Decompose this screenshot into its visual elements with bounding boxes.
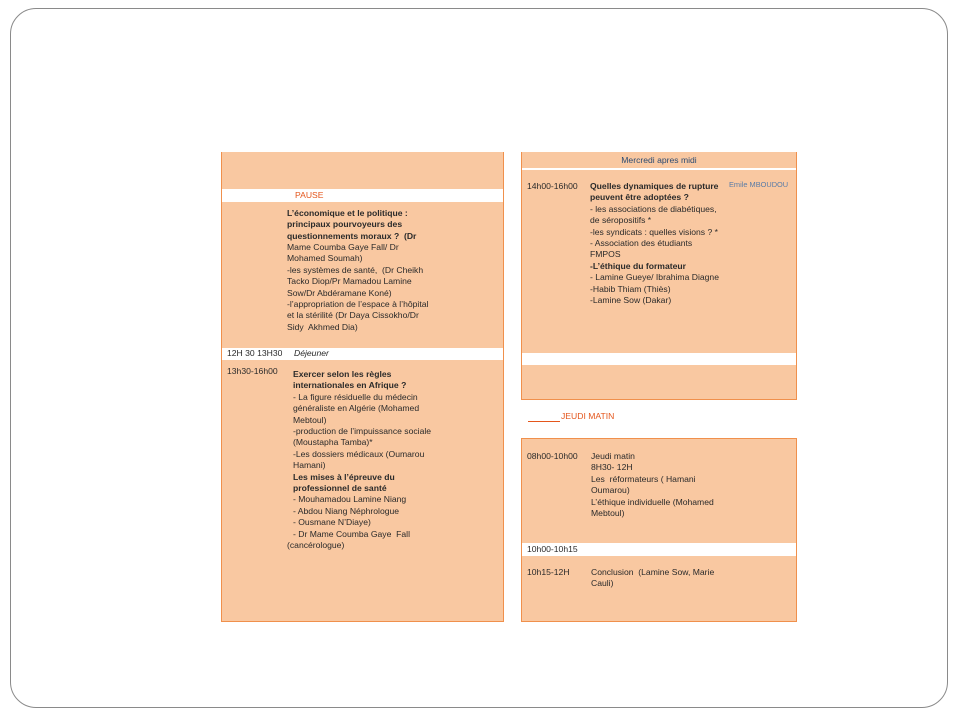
session2-line: Mebtoul) [293, 414, 327, 425]
session1-body-line: -les systèmes de santé, (Dr Cheikh [287, 264, 424, 275]
wed-time: 14h00-16h00 [527, 181, 578, 191]
wed-line: FMPOS [590, 249, 621, 260]
session2-line: - Dr Mame Coumba Gaye Fall [293, 528, 411, 539]
session1-title-line: principaux pourvoyeurs des [287, 219, 403, 230]
thu-time1: 08h00-10h00 [527, 451, 578, 461]
session1-body-line: Sow/Dr Abdéramane Koné) [287, 287, 392, 298]
wed-line: -Lamine Sow (Dakar) [590, 295, 672, 306]
thu-line1: 8H30- 12H [591, 462, 633, 473]
wed-header-label: Mercredi apres midi [621, 155, 697, 165]
wed-line: - Association des étudiants [590, 238, 693, 249]
session2-line: - Abdou Niang Néphrologue [293, 505, 400, 516]
thu-line1: Les réformateurs ( Hamani [591, 473, 696, 484]
wed-line: -les syndicats : quelles visions ? * [590, 226, 719, 237]
lunch-time: 12H 30 13H30 [227, 348, 283, 358]
left-table-border [221, 152, 504, 622]
session2-line: généraliste en Algérie (Mohamed [293, 403, 420, 414]
wed-line: -Habib Thiam (Thiès) [590, 283, 671, 294]
session2-line: (cancérologue) [287, 540, 345, 551]
thu-line1: Jeudi matin [591, 451, 635, 461]
session1-title-line: L’économique et le politique : [287, 208, 408, 218]
wed-line: -L’éthique du formateur [590, 260, 686, 271]
wed-line: peuvent être adoptées ? [590, 192, 689, 203]
thu-line1: Oumarou) [591, 485, 630, 496]
session2-line: internationales en Afrique ? [293, 380, 407, 391]
wed-line: - les associations de diabétiques, [590, 203, 717, 214]
lunch-label: Déjeuner [294, 348, 329, 358]
wed-line: de séropositifs * [590, 215, 652, 226]
wed-line: Quelles dynamiques de rupture [590, 181, 719, 191]
session1-body-line: -l’appropriation de l’espace à l’hôpital [287, 299, 429, 310]
thu-line1: Mebtoul) [591, 508, 625, 519]
pause-label: PAUSE [295, 190, 324, 200]
thu-line2: Cauli) [591, 578, 614, 589]
session2-line: - La figure résiduelle du médecin [293, 391, 418, 402]
thu-table-border [521, 438, 797, 622]
thu-break-time: 10h00-10h15 [527, 544, 578, 554]
session2-line: Hamani) [293, 460, 326, 471]
session2-time: 13h30-16h00 [227, 366, 278, 376]
jeudi-heading: JEUDI MATIN [561, 411, 615, 421]
jeudi-underline [528, 421, 560, 422]
session1-title-line: questionnements moraux ? (Dr [287, 230, 417, 241]
session2-line: professionnel de santé [293, 483, 387, 494]
session2-line: (Moustapha Tamba)* [293, 437, 373, 448]
wed-author: Emile MBOUDOU [729, 180, 789, 189]
session2-line: -Les dossiers médicaux (Oumarou [293, 448, 425, 459]
session1-body-line: Tacko Diop/Pr Mamadou Lamine [287, 276, 412, 287]
session1-body-line: Mohamed Soumah) [287, 253, 363, 264]
thu-line2: Conclusion (Lamine Sow, Marie [591, 567, 715, 577]
session1-body-line: Sidy Akhmed Dia) [287, 321, 358, 332]
session2-line: Exercer selon les règles [293, 369, 392, 379]
session2-line: Les mises à l’épreuve du [293, 471, 395, 482]
thu-time2: 10h15-12H [527, 567, 570, 577]
session2-line: - Ousmane N’Diaye) [293, 517, 371, 528]
session1-body-line: et la stérilité (Dr Daya Cissokho/Dr [287, 310, 419, 321]
session1-body-line: Mame Coumba Gaye Fall/ Dr [287, 242, 399, 252]
wed-table-border [521, 152, 797, 400]
wed-line: - Lamine Gueye/ Ibrahima Diagne [590, 272, 719, 283]
session2-line: -production de l’impuissance sociale [293, 426, 432, 437]
session2-line: - Mouhamadou Lamine Niang [293, 494, 407, 505]
thu-line1: L’éthique individuelle (Mohamed [591, 496, 714, 507]
